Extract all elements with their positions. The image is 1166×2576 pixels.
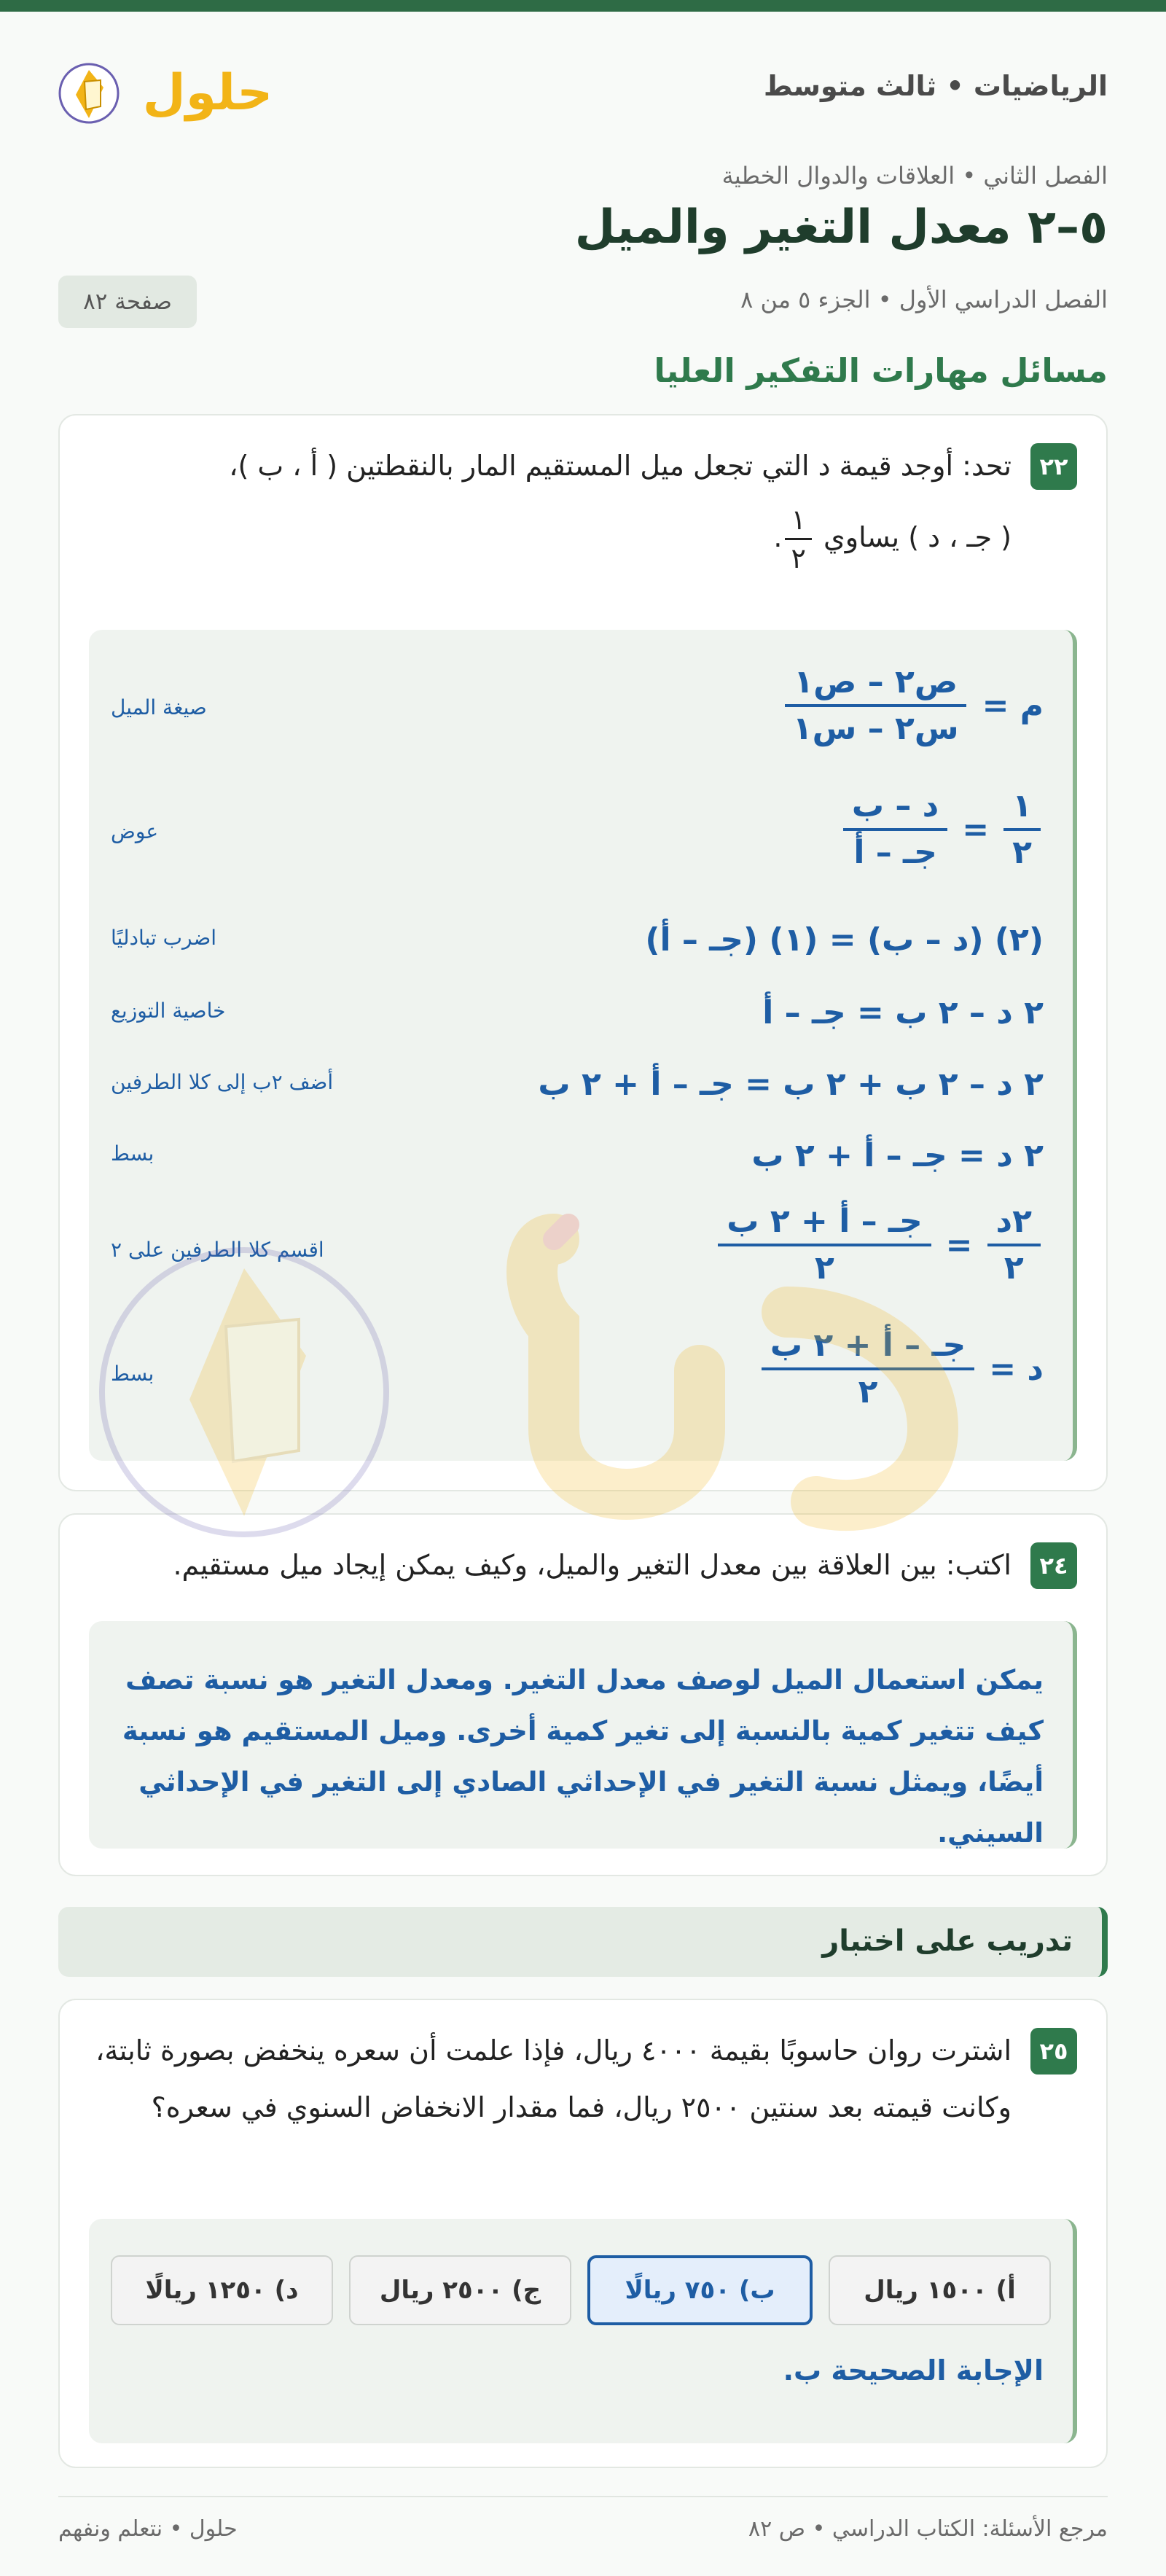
step-equation (840, 787, 1044, 871)
fraction-numerator: ١ (785, 506, 811, 540)
step-equation (715, 1203, 1044, 1287)
choices-box (89, 2219, 1077, 2443)
solution-step (111, 1203, 1044, 1300)
step-equation: ٢ د – ٢ ب = جـ – أ (762, 994, 1044, 1031)
answer-text: يمكن استعمال الميل لوصف معدل التغير. ومعدل التغير هو نسبة تصف كيف تتغير كمية بالنسبة إلى تغير كمية أخرى. وميل المستقيم هو نسبة أيضًا، ويمثل نسبة التغير في الإحداثي الصادي إلى التغير في الإحداثي السيني. (122, 1664, 1044, 1849)
fraction-denominator: ٢ (1012, 834, 1032, 871)
fraction-numerator: ص٢ – ص١ (785, 666, 966, 707)
section-title: مسائل مهارات التفكير العليا (654, 351, 1108, 390)
question-22-card (58, 414, 1108, 1491)
question-25-card (58, 1999, 1108, 2468)
choice-c[interactable]: ج) ٢٥٠٠ ريال (349, 2255, 571, 2325)
step-equation: (٢) (د – ب) = (١) (جـ – أ) (645, 921, 1044, 959)
answer-choices (111, 2255, 1051, 2325)
question-line-2 (89, 506, 1012, 572)
fraction-numerator: ٢د (987, 1206, 1041, 1246)
step-reason: بسط (111, 1141, 154, 1166)
solution-step (111, 663, 1044, 754)
question-line-1: تحد: أوجد قيمة د التي تجعل ميل المستقيم المار بالنقطتين ( أ ، ب )، (229, 450, 1012, 482)
question-number-badge: ٢٢ (1030, 443, 1077, 490)
equals-sign: = (962, 811, 990, 848)
correct-answer-label: الإجابة الصحيحة ب. (783, 2354, 1044, 2386)
rhs-fraction (718, 1203, 931, 1287)
answer-box (89, 1621, 1077, 1849)
step-reason: صيغة الميل (111, 695, 207, 719)
question-24-card (58, 1513, 1108, 1876)
lesson-title: ٥–٢ معدل التغير والميل (574, 200, 1108, 254)
solution-step (111, 1066, 1044, 1109)
step-equation (781, 663, 1044, 747)
choice-d[interactable]: د) ١٢٥٠ ريالًا (111, 2255, 333, 2325)
fraction-denominator: ٢ (815, 1249, 834, 1287)
fraction-denominator: س٢ – س١ (792, 710, 959, 747)
step-reason: أضف ٢ب إلى كلا الطرفين (111, 1070, 334, 1094)
equation-lhs: م = (982, 687, 1044, 725)
fraction-denominator: ٢ (858, 1373, 878, 1410)
step-equation: ٢ د = جـ – أ + ٢ ب (751, 1137, 1044, 1174)
question-number-badge: ٢٥ (1030, 2028, 1077, 2075)
equals-sign: = (945, 1226, 973, 1264)
fraction-denominator: ٢ (1003, 1249, 1024, 1287)
fraction-numerator: د – ب (843, 790, 947, 831)
lhs-fraction (987, 1203, 1041, 1287)
solution-step (111, 787, 1044, 878)
fraction-numerator: جـ – أ + ٢ ب (762, 1330, 974, 1370)
question-24-text: اكتب: بين العلاقة بين معدل التغير والميل، وكيف يمكن إيجاد ميل مستقيم. (173, 1549, 1012, 1581)
solution-step (111, 1327, 1044, 1424)
page-header (58, 44, 1108, 131)
solution-step (111, 1137, 1044, 1181)
solution-box (89, 630, 1077, 1461)
question-line-2-text: ( جـ ، د ) يساوي (823, 521, 1012, 553)
fraction-denominator: جـ – أ (853, 834, 937, 871)
step-reason: اضرب تبادليًا (111, 926, 217, 950)
slope-fraction (784, 663, 968, 747)
lhs-fraction (1003, 787, 1041, 871)
step-reason: عوض (111, 819, 159, 843)
footer-brand: حلول • نتعلم ونفهم (58, 2516, 238, 2542)
solution-step (111, 994, 1044, 1038)
fraction-denominator: ٢ (791, 542, 806, 574)
subject-label: الرياضيات • ثالث متوسط (763, 70, 1108, 102)
test-practice-banner (58, 1907, 1108, 1977)
page-badge: صفحة ٨٢ (58, 276, 197, 328)
fraction-numerator: جـ – أ + ٢ ب (718, 1206, 931, 1246)
footer-reference: مرجع الأسئلة: الكتاب الدراسي • ص ٨٢ (748, 2516, 1108, 2542)
question-number-badge: ٢٤ (1030, 1542, 1077, 1589)
question-25-text: اشترت روان حاسوبًا بقيمة ٤٠٠٠ ريال، فإذا علمت أن سعره ينخفض بصورة ثابتة، وكانت قيمته بعد سنتين ٢٥٠٠ ريال، فما مقدار الانخفاض السنوي في سعره؟ (95, 2034, 1012, 2123)
question-end-period: . (773, 521, 783, 553)
svg-text:حلول: حلول (142, 64, 273, 122)
step-reason: اقسم كلا الطرفين على ٢ (111, 1238, 324, 1262)
choice-a[interactable]: أ) ١٥٠٠ ريال (829, 2255, 1051, 2325)
banner-title: تدريب على اختبار (822, 1924, 1073, 1958)
hulul-logo[interactable] (58, 51, 277, 131)
step-equation (759, 1327, 1044, 1410)
semester-meta: الفصل الدراسي الأول • الجزء ٥ من ٨ (740, 286, 1108, 313)
equation-lhs: د = (989, 1350, 1044, 1388)
step-reason: بسط (111, 1362, 154, 1386)
footer-divider (58, 2496, 1108, 2497)
fraction-numerator: ١ (1003, 790, 1041, 831)
step-equation: ٢ د – ٢ ب + ٢ ب = جـ – أ + ٢ ب (538, 1066, 1044, 1103)
top-accent-bar (0, 0, 1166, 12)
solution-step (111, 921, 1044, 965)
one-half-fraction (785, 506, 811, 572)
rhs-fraction (762, 1327, 974, 1410)
step-reason: خاصية التوزيع (111, 999, 226, 1023)
question-22-text (89, 437, 1012, 572)
rhs-fraction (843, 787, 947, 871)
choice-b-correct[interactable]: ب) ٧٥٠ ريالًا (587, 2255, 813, 2325)
chapter-label: الفصل الثاني • العلاقات والدوال الخطية (721, 162, 1108, 190)
